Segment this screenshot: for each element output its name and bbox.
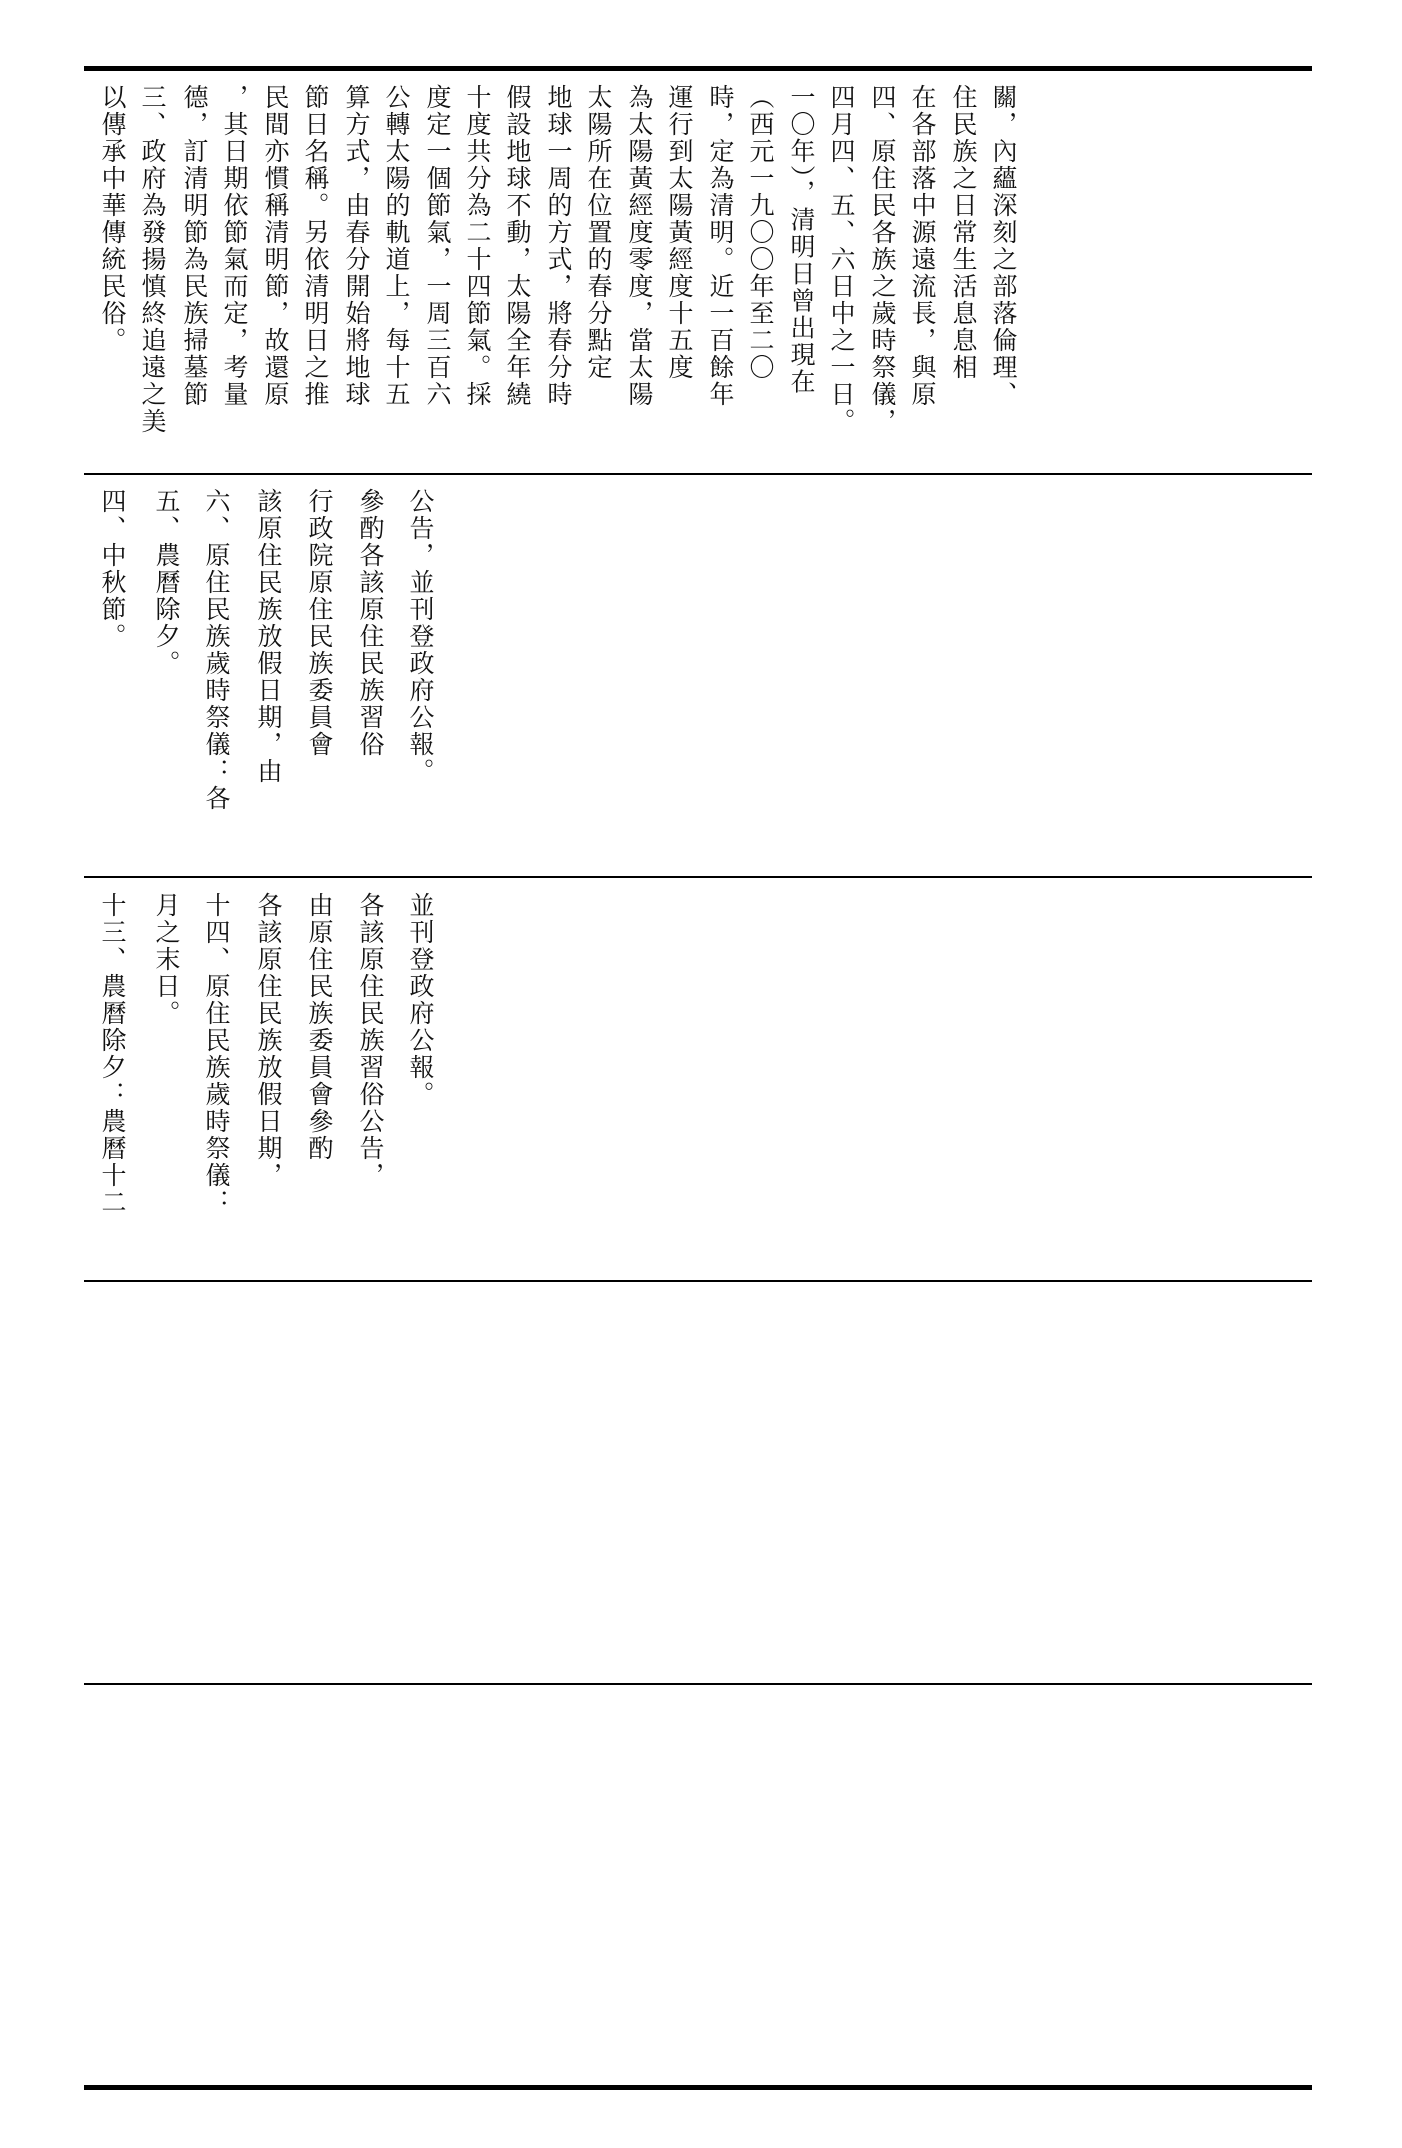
current-article-band: [84, 482, 1312, 874]
text-column: 關，內蘊深刻之部落倫理、: [989, 84, 1018, 408]
divider-rule-2: [84, 876, 1312, 878]
text-column: 並刊登政府公報。: [406, 892, 435, 1108]
text-column: 節日名稱。另依清明日之推: [301, 84, 330, 408]
text-column: ，其日期依節氣而定，考量: [220, 84, 249, 408]
empty-band-1: [84, 1290, 1312, 1680]
text-column: （西元一九〇〇年至二〇: [746, 84, 775, 381]
text-column: 各該原住民族習俗公告，: [356, 892, 385, 1189]
text-column: 運行到太陽黃經度十五度: [665, 84, 694, 381]
text-column: 時，定為清明。近一百餘年: [706, 84, 735, 408]
text-column: 各該原住民族放假日期，: [254, 892, 283, 1189]
amended-article-band: [84, 886, 1312, 1278]
text-column: 十度共分為二十四節氣。採: [463, 84, 492, 408]
text-column: 行政院原住民族委員會: [305, 488, 334, 758]
text-column: 五、農曆除夕。: [152, 488, 181, 677]
text-column: 由原住民族委員會參酌: [305, 892, 334, 1162]
text-column: 十四、原住民族歲時祭儀：: [202, 892, 231, 1216]
text-column: 公轉太陽的軌道上，每十五: [382, 84, 411, 408]
text-column: 以傳承中華傳統民俗。: [98, 84, 127, 354]
text-column: 十三、農曆除夕：農曆十二: [98, 892, 127, 1216]
text-column: 四月四、五、六日中之一日。: [827, 84, 856, 435]
text-column: 參酌各該原住民族習俗: [356, 488, 385, 758]
text-column: 為太陽黃經度零度，當太陽: [625, 84, 654, 408]
text-column: 四、中秋節。: [98, 488, 127, 650]
text-column: 三、政府為發揚慎終追遠之美: [138, 84, 167, 435]
top-rule: [84, 66, 1312, 71]
text-column: 在各部落中源遠流長，與原: [908, 84, 937, 408]
text-column: 月之末日。: [152, 892, 181, 1027]
divider-rule-1: [84, 473, 1312, 475]
text-column: 一〇年），清明日曾出現在: [787, 84, 816, 396]
text-column: 住民族之日常生活息息相: [949, 84, 978, 381]
text-column: 四、原住民各族之歲時祭儀，: [868, 84, 897, 435]
empty-band-2: [84, 1693, 1312, 2083]
explanation-band: [84, 78, 1312, 470]
text-column: 假設地球不動，太陽全年繞: [503, 84, 532, 408]
divider-rule-4: [84, 1683, 1312, 1685]
text-column: 該原住民族放假日期，由: [254, 488, 283, 785]
text-column: 度定一個節氣，一周三百六: [423, 84, 452, 408]
bottom-rule: [84, 2085, 1312, 2090]
text-column: 德，訂清明節為民族掃墓節: [180, 84, 209, 408]
text-column: 民間亦慣稱清明節，故還原: [261, 84, 290, 408]
divider-rule-3: [84, 1280, 1312, 1282]
text-column: 算方式，由春分開始將地球: [342, 84, 371, 408]
text-column: 太陽所在位置的春分點定: [584, 84, 613, 381]
text-column: 地球一周的方式，將春分時: [544, 84, 573, 408]
text-column: 六、原住民族歲時祭儀：各: [202, 488, 231, 812]
text-column: 公告，並刊登政府公報。: [406, 488, 435, 785]
